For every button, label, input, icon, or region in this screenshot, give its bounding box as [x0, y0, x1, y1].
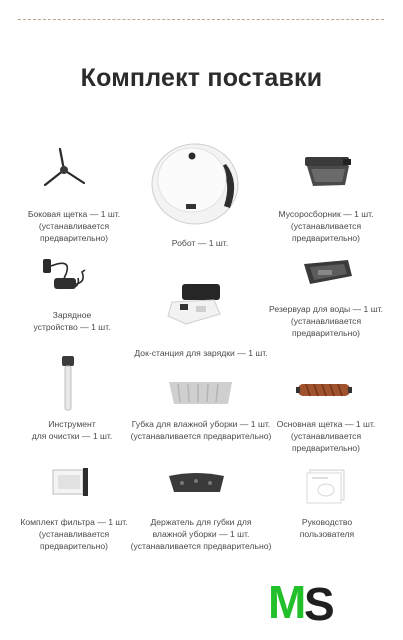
caption-side-brush: Боковая щетка — 1 шт. (устанавливается предварительно): [27, 209, 121, 243]
caption-charger: Зарядное устройство — 1 шт.: [33, 310, 111, 332]
caption-filter: Комплект фильтра — 1 шт. (устанавливается предварительно): [20, 517, 128, 551]
mop-pad-icon: [166, 378, 236, 408]
charger-icon: [42, 256, 88, 296]
caption-mop-pad: Губка для влажной уборки — 1 шт. (устанавливается предварительно): [130, 419, 272, 441]
top-divider: [18, 19, 384, 20]
caption-manual: Руководство пользователя: [299, 517, 355, 539]
svg-text:S: S: [304, 578, 335, 626]
main-brush-icon: [296, 380, 352, 400]
water-tank-icon: [302, 258, 354, 288]
caption-robot: Робот — 1 шт.: [171, 238, 229, 248]
user-manual-icon: [304, 466, 350, 504]
ms-logo: [268, 574, 346, 626]
filter-kit-icon: [50, 466, 90, 498]
caption-mop-holder: Держатель для губки для влажной уборки — 1 шт. (устанавливается предварительно): [130, 517, 272, 551]
side-brush-icon: [40, 146, 88, 192]
caption-main-brush: Основная щетка — 1 шт. (устанавливается предварительно): [276, 419, 376, 453]
svg-text:M: M: [268, 576, 307, 626]
caption-water-tank: Резервуар для воды — 1 шт. (устанавливается предварительно): [269, 304, 383, 338]
caption-dustbin: Мусоросборник — 1 шт. (устанавливается предварительно): [278, 209, 374, 243]
caption-tool: Инструмент для очистки — 1 шт.: [31, 419, 113, 441]
cleaning-tool-icon: [60, 354, 76, 412]
mop-holder-icon: [166, 470, 228, 496]
page-title: Комплект поставки: [80, 64, 323, 92]
charging-dock-icon: [166, 280, 224, 330]
caption-dock: Док-станция для зарядки — 1 шт.: [134, 348, 268, 358]
robot-vacuum-icon: [150, 134, 240, 226]
dustbin-icon: [303, 155, 353, 189]
